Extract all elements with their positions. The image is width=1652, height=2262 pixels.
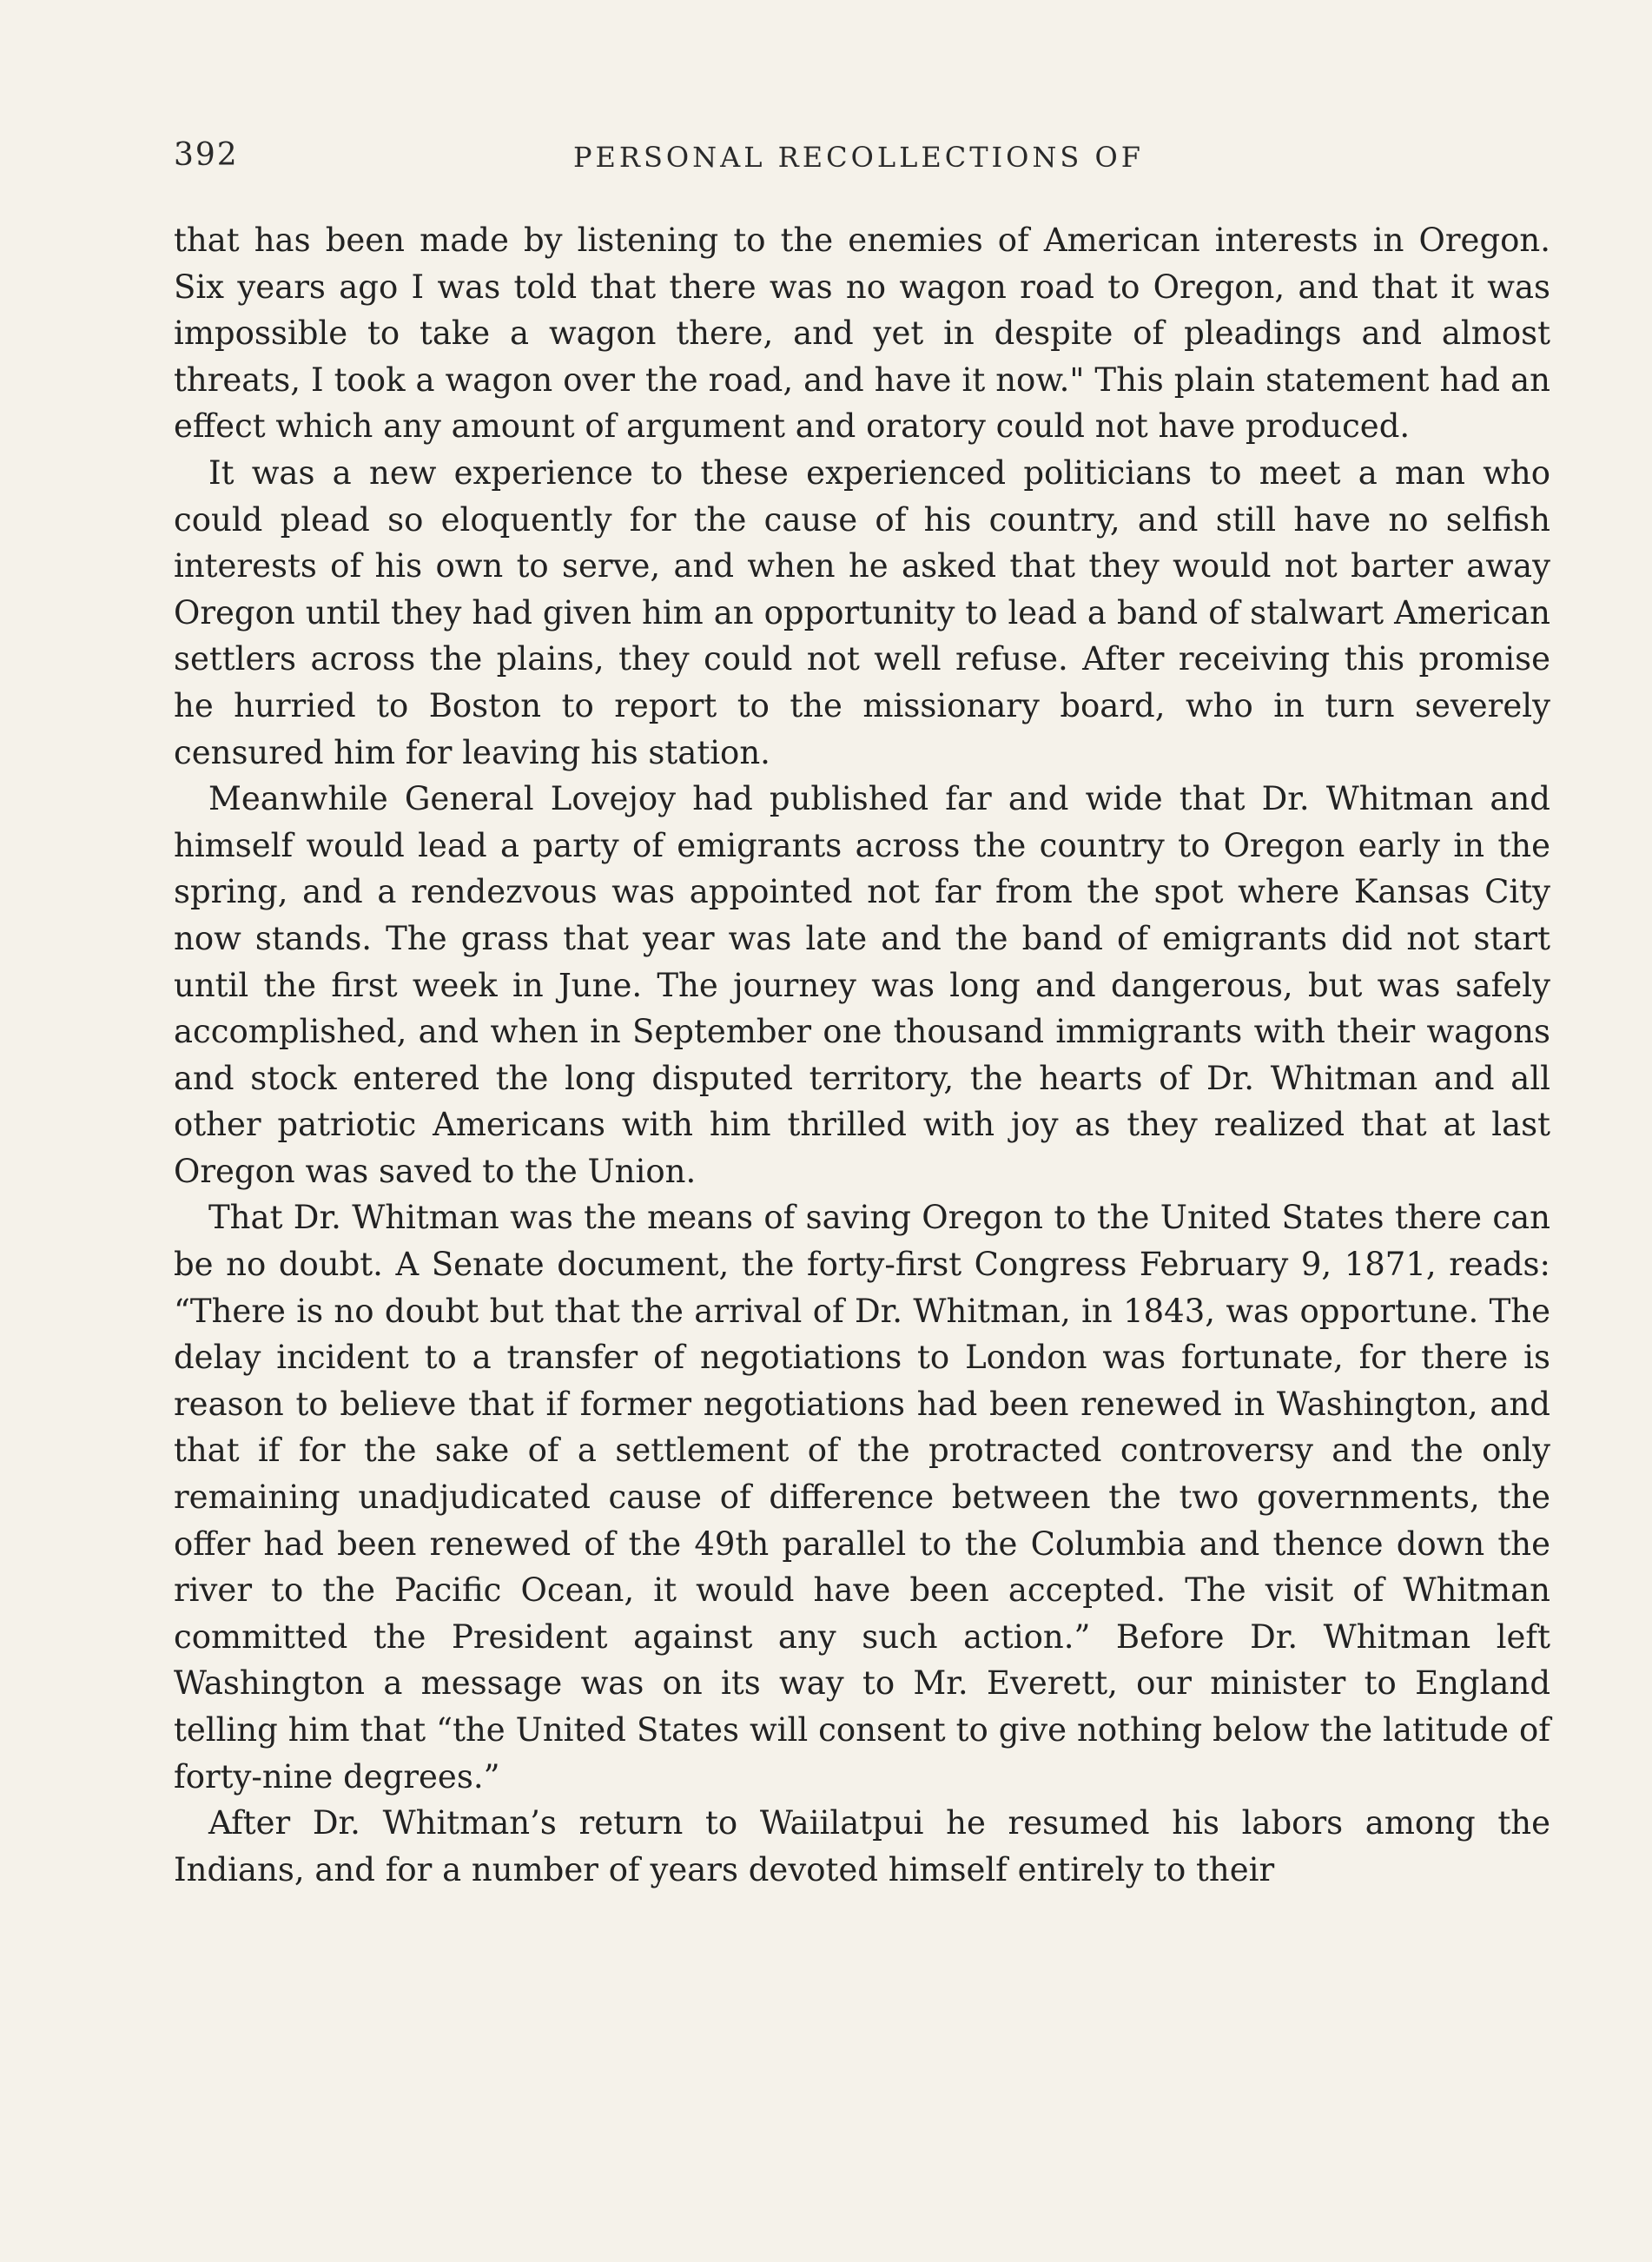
paragraph-continued: that has been made by listening to the enemies of American interests in Oregon. Six years ago I was told that there was no wagon road to Oregon, and that it was impossible to take a wagon there, and yet in despite of pleadings and almost threats, I took a wagon over the road, and have it now." This plain statement had an effect which any amount of argument and oratory could not have produced.	[174, 222, 1550, 446]
page-number: 392	[174, 137, 239, 173]
paragraph: Meanwhile General Lovejoy had published far and wide that Dr. Whitman and himself would lead a party of emigrants across the country to Oregon early in the spring, and a rendezvous was appointed not far from the spot where Kansas City now stands. The grass that year was late and the band of emigrants did not start until the first week in June. The journey was long and dangerous, but was safely accomplished, and when in September one thousand immigrants with their wagons and stock entered the long disputed territory, the hearts of Dr. Whitman and all other patriotic Americans with him thrilled with joy as they realized that at last Oregon was saved to the Union.	[174, 780, 1550, 1190]
paragraph: After Dr. Whitman’s return to Waiilatpui he resumed his labors among the Indians, and for a number of years devoted himself entirely to their	[174, 1804, 1550, 1888]
body-text	[174, 217, 1550, 1893]
running-head	[174, 137, 1555, 189]
running-title: PERSONAL RECOLLECTIONS OF	[573, 141, 1144, 174]
paragraph: It was a new experience to these experienced politicians to meet a man who could plead so eloquently for the cause of his country, and still have no selfish interests of his own to serve, and when he asked that they would not barter away Oregon until they had given him an opportunity to lead a band of stalwart American settlers across the plains, they could not well refuse. After receiving this promise he hurried to Boston to report to the missionary board, who in turn severely censured him for leaving his station.	[174, 453, 1550, 771]
paragraph: That Dr. Whitman was the means of saving Oregon to the United States there can be no doubt. A Senate document, the forty-first Congress February 9, 1871, reads: “There is no doubt but that the arrival of Dr. Whitman, in 1843, was opportune. The delay incident to a transfer of negotiations to London was fortunate, for there is reason to believe that if former negotiations had been renewed in Washington, and that if for the sake of a settlement of the protracted controversy and the only remaining unadjudicated cause of difference between the two governments, the offer had been renewed of the 49th parallel to the Columbia and thence down the river to the Pacific Ocean, it would have been accepted. The visit of Whitman committed the President against any such action.” Before Dr. Whitman left Washington a message was on its way to Mr. Everett, our minister to England telling him that “the United States will consent to give nothing below the latitude of forty-nine degrees.”	[174, 1199, 1550, 1796]
